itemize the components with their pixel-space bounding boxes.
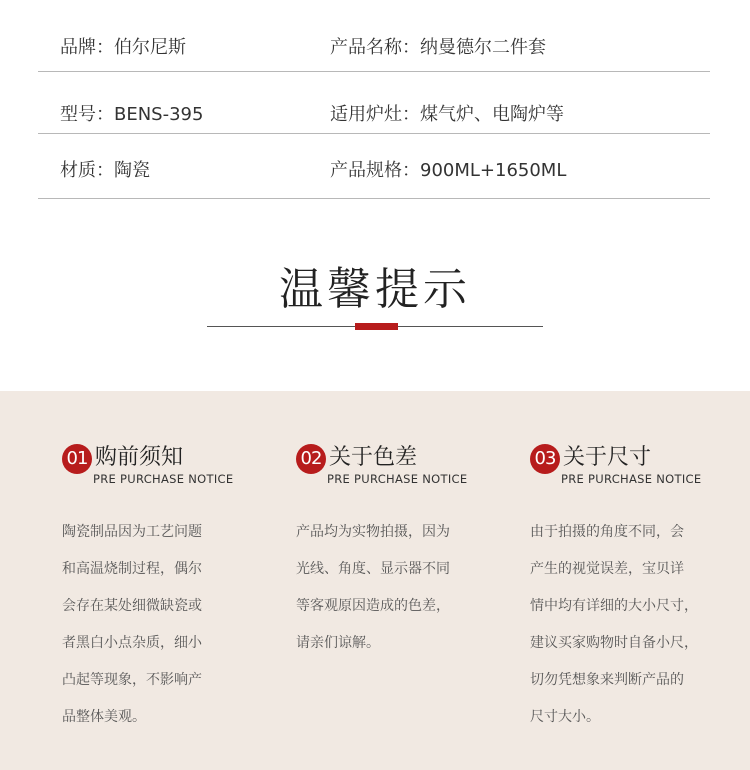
notice-line: 者黑白小点杂质，细小 [62,635,202,651]
notice-line: 切勿凭想象来判断产品的 [530,672,684,688]
notice-body [530,514,730,736]
tips-title: 温馨提示 [279,264,471,315]
notice-section [0,391,750,770]
tips-divider-accent [355,323,398,330]
notice-body [296,514,496,662]
notice-title: 购前须知 [95,445,184,470]
spec-row [38,134,710,199]
spec-row [38,72,710,134]
notice-line: 和高温烧制过程，偶尔 [62,561,202,577]
notice-line: 情中均有详细的大小尺寸， [530,598,698,614]
notice-line: 陶瓷制品因为工艺问题 [62,524,202,540]
notice-subtitle: PRE PURCHASE NOTICE [327,472,468,486]
spec-table [38,0,710,199]
notice-line: 凸起等现象，不影响产 [62,672,202,688]
notice-line: 光线、角度、显示器不同 [296,561,450,577]
notice-line: 产生的视觉误差，宝贝详 [530,561,684,577]
notice-title: 关于尺寸 [563,445,652,470]
number-badge: 03 [530,444,560,474]
spec-row [38,0,710,72]
spec-model: 型号：BENS-395 [60,104,204,125]
notice-line: 产品均为实物拍摄，因为 [296,524,450,540]
spec-product-name: 产品名称：纳曼德尔二件套 [330,37,546,58]
notice-line: 建议买家购物时自备小尺， [530,635,698,651]
spec-size: 产品规格：900ML+1650ML [330,160,567,181]
notice-line: 由于拍摄的角度不同，会 [530,524,684,540]
spec-brand: 品牌：伯尔尼斯 [60,37,186,58]
notice-body [62,514,262,736]
notice-subtitle: PRE PURCHASE NOTICE [93,472,234,486]
notice-title: 关于色差 [329,445,418,470]
notice-line: 品整体美观。 [62,709,146,725]
number-badge: 02 [296,444,326,474]
notice-line: 尺寸大小。 [530,709,600,725]
spec-stove: 适用炉灶：煤气炉、电陶炉等 [330,104,564,125]
number-badge: 01 [62,444,92,474]
notice-subtitle: PRE PURCHASE NOTICE [561,472,702,486]
notice-line: 会存在某处细微缺瓷或 [62,598,202,614]
notice-line: 等客观原因造成的色差， [296,598,450,614]
notice-line: 请亲们谅解。 [296,635,380,651]
spec-material: 材质：陶瓷 [60,160,150,181]
